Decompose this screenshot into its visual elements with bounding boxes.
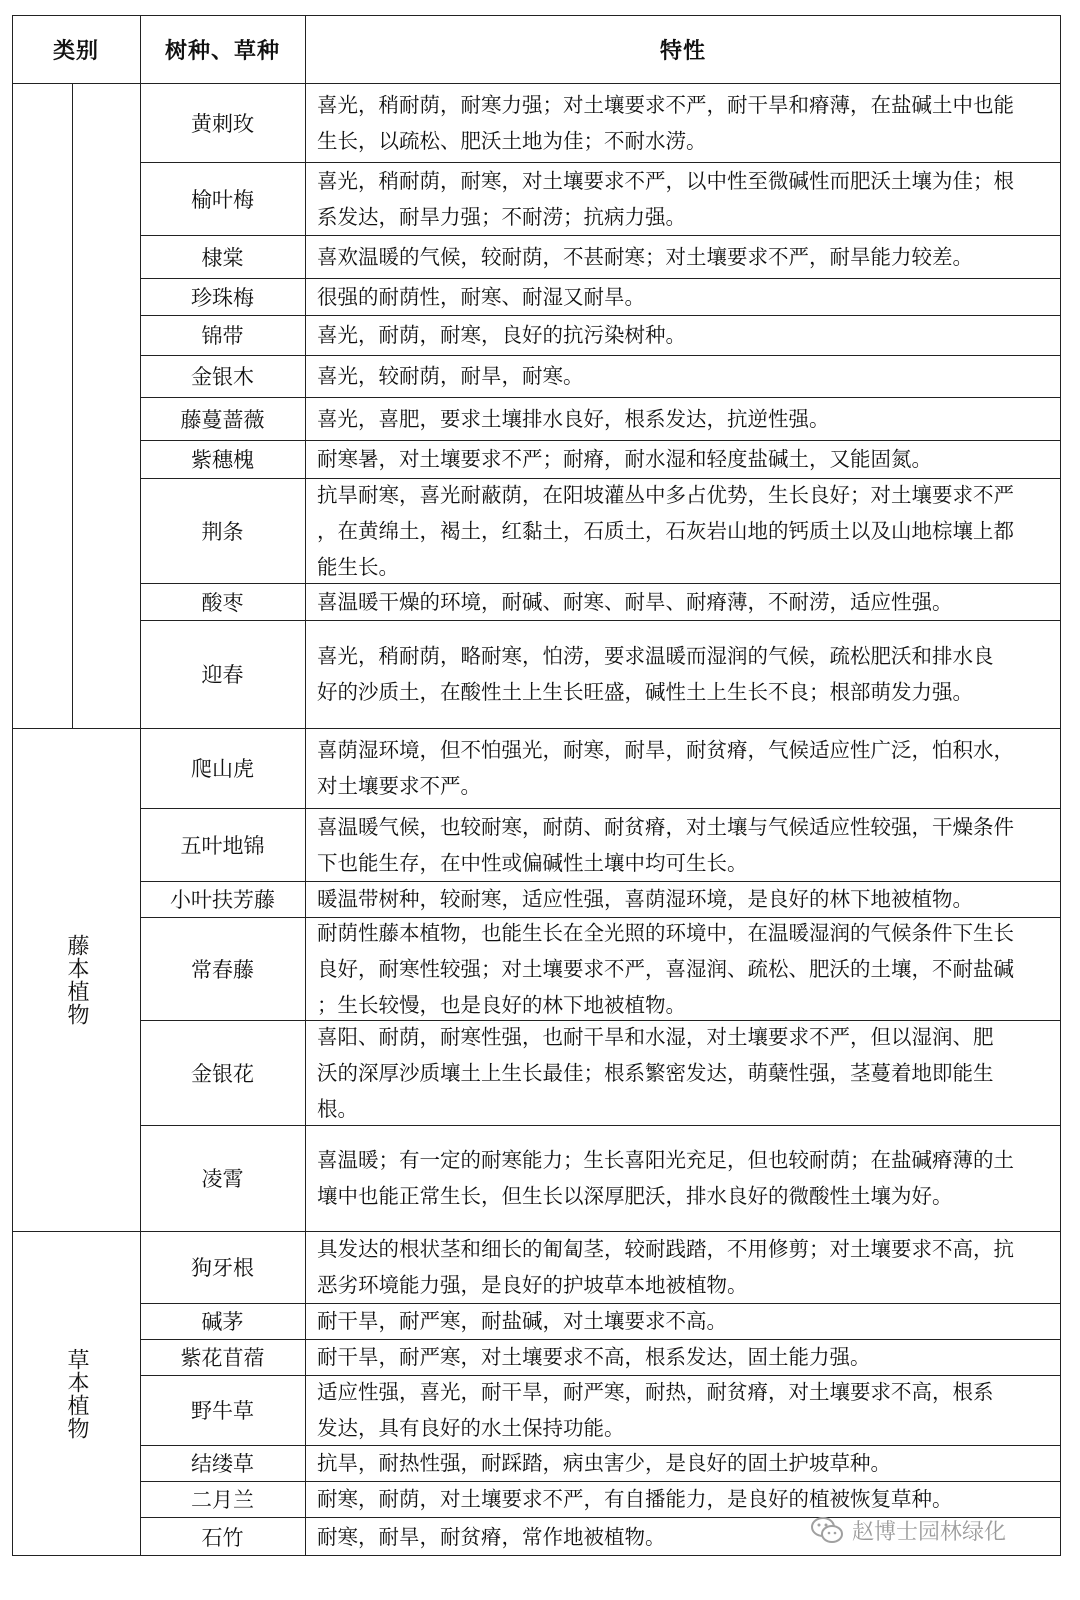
species-name: 碱茅 (201, 1310, 244, 1334)
category-subdivider (72, 83, 73, 728)
species-traits: 喜光，较耐荫，耐旱，耐寒。 (317, 364, 584, 388)
species-name: 结缕草 (191, 1452, 254, 1476)
species-name: 凌霄 (201, 1167, 244, 1191)
species-traits: 暖温带树种，较耐寒，适应性强，喜荫湿环境，是良好的林下地被植物。 (317, 887, 973, 911)
watermark-text: 赵博士园林绿化 (852, 1519, 1007, 1545)
species-name: 常春藤 (191, 957, 254, 982)
species-traits: 喜欢温暖的气候，较耐荫，不甚耐寒；对土壤要求不严，耐旱能力较差。 (317, 244, 973, 269)
species-traits: 耐寒暑，对土壤要求不严；耐瘠，耐水湿和轻度盐碱土，又能固氮。 (317, 447, 932, 471)
species-name: 石竹 (201, 1525, 244, 1550)
species-name: 金银木 (191, 365, 254, 389)
species-traits: 耐干旱，耐严寒，对土壤要求不高，根系发达，固土能力强。 (317, 1345, 871, 1369)
species-traits: 喜温暖；有一定的耐寒能力；生长喜阳光充足，但也较耐荫；在盐碱瘠薄的土 壤中也能正常生长，但生长以深厚肥沃，排水良好的微酸性土壤为好。 (317, 1148, 1014, 1208)
species-traits: 喜光，稍耐荫，耐寒力强；对土壤要求不严，耐干旱和瘠薄，在盐碱土中也能 生长，以疏松、肥沃土地为佳；不耐水涝。 (317, 92, 1014, 153)
species-name: 藤蔓蔷薇 (180, 407, 265, 432)
species-name: 狗牙根 (191, 1256, 254, 1280)
species-name: 爬山虎 (191, 757, 254, 781)
species-name: 五叶地锦 (180, 833, 265, 858)
header-traits: 特性 (659, 38, 706, 64)
header-category: 类别 (52, 38, 99, 64)
species-name: 紫穗槐 (191, 448, 254, 472)
species-name: 棣棠 (201, 245, 244, 270)
species-name: 锦带 (201, 324, 244, 348)
species-traits: 抗旱耐寒，喜光耐蔽荫，在阳坡灌丛中多占优势，生长良好；对土壤要求不严 ，在黄绵土，褐土，红黏土，石质土，石灰岩山地的钙质土以及山地棕壤上都 能生长。 (317, 482, 1014, 579)
species-traits: 喜光，耐荫，耐寒，良好的抗污染树种。 (317, 323, 686, 347)
species-name: 迎春 (201, 663, 244, 687)
species-traits: 喜光，稍耐荫，耐寒，对土壤要求不严，以中性至微碱性而肥沃土壤为佳；根 系发达，耐旱力强；不耐涝；抗病力强。 (317, 168, 1014, 229)
species-traits: 适应性强，喜光，耐干旱，耐严寒，耐热，耐贫瘠，对土壤要求不高，根系 发达，具有良好的水土保持功能。 (317, 1380, 994, 1440)
species-name: 紫花苜蓿 (180, 1346, 265, 1370)
header-species: 树种、草种 (164, 38, 280, 64)
species-name: 金银花 (191, 1061, 254, 1086)
species-name: 野牛草 (191, 1399, 254, 1423)
species-traits: 喜阳、耐荫，耐寒性强，也耐干旱和水湿，对土壤要求不严，但以湿润、肥 沃的深厚沙质壤土上生长最佳；根系繁密发达，萌蘖性强，茎蔓着地即能生 根。 (317, 1024, 994, 1121)
species-traits: 喜荫湿环境，但不怕强光，耐寒，耐旱，耐贫瘠，气候适应性广泛，怕积水， 对土壤要求不严。 (317, 738, 1014, 798)
watermark (810, 1510, 1006, 1550)
species-name: 酸枣 (201, 590, 244, 615)
species-traits: 很强的耐荫性，耐寒、耐湿又耐旱。 (317, 284, 645, 309)
species-traits: 抗旱，耐热性强，耐踩踏，病虫害少，是良好的固土护坡草种。 (317, 1451, 891, 1475)
category-herb: 草本植物 (64, 1347, 89, 1440)
species-traits: 具发达的根状茎和细长的匍匐茎，较耐践踏，不用修剪；对土壤要求不高，抗 恶劣环境能力强，是良好的护坡草本地被植物。 (317, 1237, 1014, 1297)
species-traits: 耐寒，耐荫，对土壤要求不严，有自播能力，是良好的植被恢复草种。 (317, 1487, 953, 1511)
species-name: 珍珠梅 (191, 285, 254, 310)
species-name: 小叶扶芳藤 (170, 888, 275, 912)
species-traits: 喜温暖气候，也较耐寒，耐荫、耐贫瘠，对土壤与气候适应性较强，干燥条件 下也能生存，在中性或偏碱性土壤中均可生长。 (317, 814, 1014, 875)
species-name: 荆条 (201, 519, 244, 544)
category-vine: 藤本植物 (64, 933, 89, 1026)
species-name: 二月兰 (191, 1488, 254, 1512)
wechat-icon (810, 1515, 844, 1545)
species-traits: 耐荫性藤本植物，也能生长在全光照的环境中，在温暖湿润的气候条件下生长 良好，耐寒性较强；对土壤要求不严，喜湿润、疏松、肥沃的土壤，不耐盐碱 ；生长较慢，也是良好的林下地被植物。 (317, 920, 1014, 1017)
species-name: 榆叶梅 (191, 187, 254, 212)
species-traits: 喜光，稍耐荫，略耐寒，怕涝，要求温暖而湿润的气候，疏松肥沃和排水良 好的沙质土，在酸性土上生长旺盛，碱性土上生长不良；根部萌发力强。 (317, 644, 994, 704)
species-traits: 喜温暖干燥的环境，耐碱、耐寒、耐旱、耐瘠薄，不耐涝，适应性强。 (317, 589, 953, 614)
species-name: 黄刺玫 (191, 111, 254, 136)
species-traits: 喜光，喜肥，要求土壤排水良好，根系发达，抗逆性强。 (317, 406, 830, 431)
species-traits: 耐干旱，耐严寒，耐盐碱，对土壤要求不高。 (317, 1309, 727, 1333)
species-traits: 耐寒，耐旱，耐贫瘠，常作地被植物。 (317, 1524, 666, 1549)
